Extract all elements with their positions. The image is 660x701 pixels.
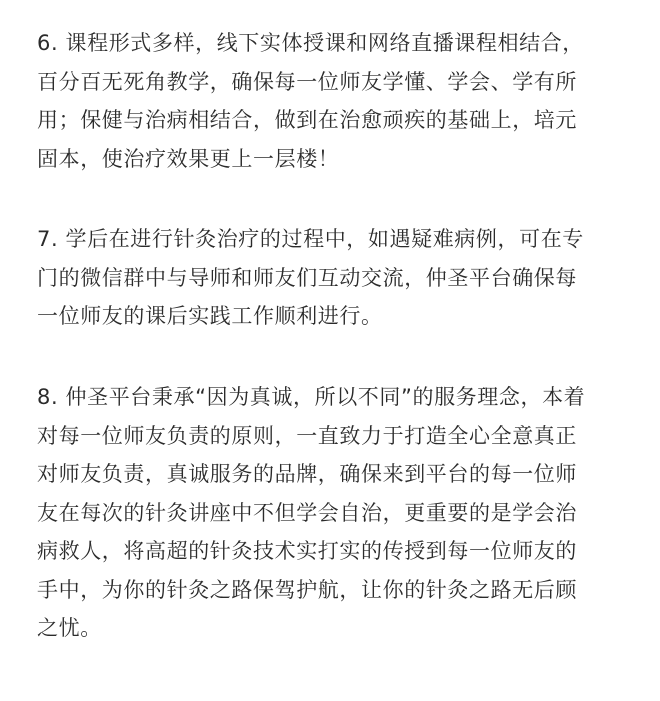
paragraph-line: 对每一位师友负责的原则，一直致力于打造全心全意真正 bbox=[37, 423, 577, 448]
paragraph-7 bbox=[37, 220, 627, 336]
paragraph-line: 8. 仲圣平台秉承“因为真诚，所以不同”的服务理念，本着 bbox=[37, 385, 586, 409]
paragraph-line: 百分百无死角教学，确保每一位师友学懂、学会、学有所 bbox=[37, 69, 577, 94]
paragraph-line: 手中，为你的针灸之路保驾护航，让你的针灸之路无后顾 bbox=[37, 577, 577, 602]
paragraph-line: 一位师友的课后实践工作顺利进行。 bbox=[37, 304, 383, 328]
paragraph-line: 病救人，将高超的针灸技术实打实的传授到每一位师友的 bbox=[37, 539, 577, 563]
paragraph-line: 之忧。 bbox=[37, 616, 102, 640]
paragraph-line: 对师友负责，真诚服务的品牌，确保来到平台的每一位师 bbox=[37, 462, 577, 486]
paragraph-line: 7. 学后在进行针灸治疗的过程中，如遇疑难病例，可在专 bbox=[37, 227, 584, 251]
paragraph-line: 6. 课程形式多样，线下实体授课和网络直播课程相结合， bbox=[37, 31, 584, 55]
paragraph-line: 友在每次的针灸讲座中不但学会自治，更重要的是学会治 bbox=[37, 500, 577, 525]
paragraph-line: 固本，使治疗效果更上一层楼！ bbox=[37, 146, 340, 171]
paragraph-6 bbox=[37, 24, 627, 178]
paragraph-8 bbox=[37, 378, 627, 648]
paragraph-line: 门的微信群中与导师和师友们互动交流，仲圣平台确保每 bbox=[37, 265, 577, 290]
paragraph-line: 用；保健与治病相结合，做到在治愈顽疾的基础上，培元 bbox=[37, 108, 577, 132]
